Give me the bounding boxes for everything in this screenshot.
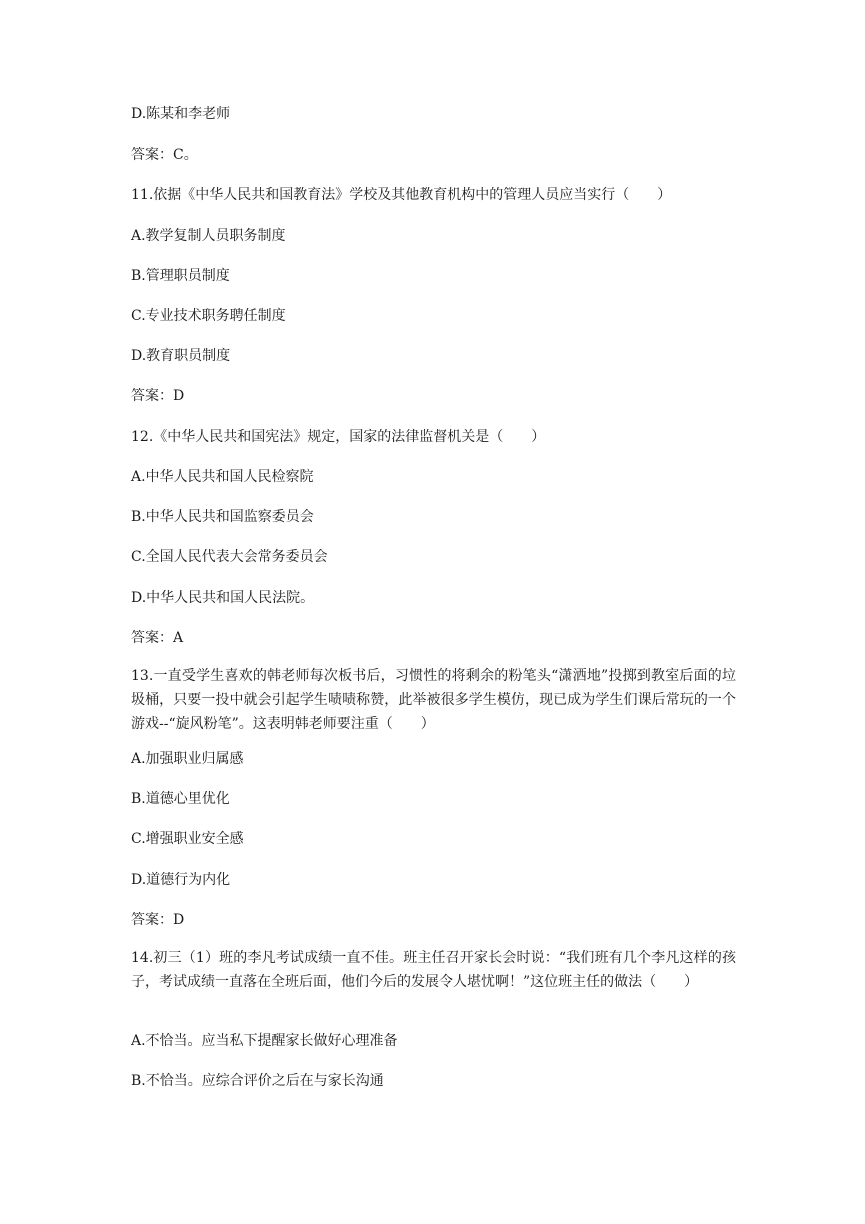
answer-q13: 答案：D — [131, 912, 185, 928]
option-a-q12: A.中华人民共和国人民检察院 — [131, 469, 314, 485]
option-b-q11: B.管理职员制度 — [131, 268, 230, 284]
question-12: 12.《中华人民共和国宪法》规定，国家的法律监督机关是（ ） — [131, 429, 546, 445]
option-c-q12: C.全国人民代表大会常务委员会 — [131, 549, 328, 565]
answer-q11: 答案：D — [131, 388, 185, 404]
option-c-q13: C.增强职业安全感 — [131, 831, 244, 847]
option-a-q13: A.加强职业归属感 — [131, 751, 244, 767]
option-a-q11: A.教学复制人员职务制度 — [131, 228, 286, 244]
option-d-q13: D.道德行为内化 — [131, 872, 231, 888]
answer-q12: 答案：A — [131, 630, 184, 646]
question-11: 11.依据《中华人民共和国教育法》学校及其他教育机构中的管理人员应当实行（ ） — [131, 187, 672, 203]
option-b-q14: B.不恰当。应综合评价之后在与家长沟通 — [131, 1073, 384, 1089]
option-d-q12: D.中华人民共和国人民法院。 — [131, 590, 315, 606]
question-14: 14.初三（1）班的李凡考试成绩一直不佳。班主任召开家长会时说：“我们班有几个李凡这样的孩子，考试成绩一直落在全班后面，他们今后的发展令人堪忧啊！”这位班主任的做法（ ） — [131, 950, 736, 990]
question-13: 13.一直受学生喜欢的韩老师每次板书后，习惯性的将剩余的粉笔头“潇洒地”投掷到教室后面的垃圾桶，只要一投中就会引起学生啧啧称赞，此举被很多学生模仿，现已成为学生们课后常玩的一个游戏--“旋风粉笔”。这表明韩老师要注重（ ） — [131, 668, 736, 732]
option-c-q11: C.专业技术职务聘任制度 — [131, 308, 286, 324]
option-d-q11: D.教育职员制度 — [131, 348, 231, 364]
option-a-q14: A.不恰当。应当私下提醒家长做好心理准备 — [131, 1033, 398, 1049]
answer-q10: 答案：C。 — [131, 147, 198, 163]
option-b-q13: B.道德心里优化 — [131, 791, 230, 807]
option-d-q10: D.陈某和李老师 — [131, 106, 231, 122]
option-b-q12: B.中华人民共和国监察委员会 — [131, 509, 314, 525]
